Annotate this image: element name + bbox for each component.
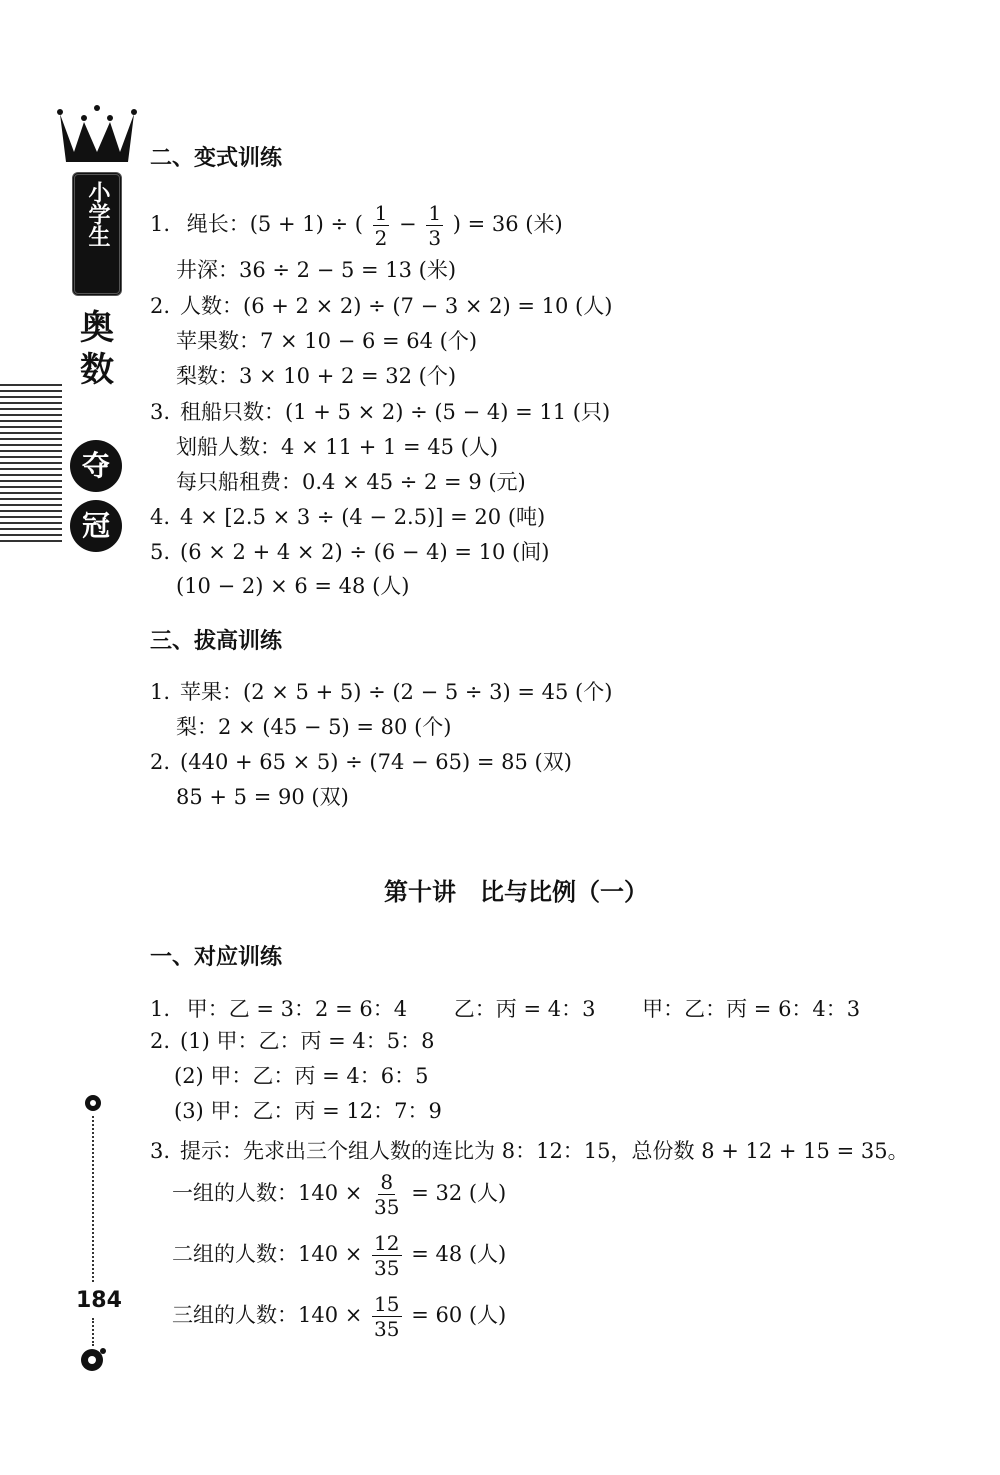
answer-1-3-group-3: 三组的人数：140 × $\frac{15}{35}$ = 60 (人) bbox=[172, 1292, 507, 1341]
fraction-third: $\frac{1}{3}$ bbox=[428, 201, 442, 250]
crown-icon bbox=[56, 104, 138, 170]
dotted-line-bottom bbox=[92, 1318, 94, 1346]
answer-1-2-line-2: (2) 甲：乙：丙 = 4：6：5 bbox=[174, 1064, 429, 1088]
fraction-15-35: $\frac{15}{35}$ bbox=[374, 1292, 400, 1341]
text-segment: ) = 36 (米) bbox=[452, 212, 563, 236]
star-icon bbox=[84, 1094, 102, 1116]
answer-1-3-group-2: 二组的人数：140 × $\frac{12}{35}$ = 48 (人) bbox=[172, 1231, 507, 1280]
decorative-stripes bbox=[0, 384, 62, 546]
answer-1-2-line-3: (3) 甲：乙：丙 = 12：7：9 bbox=[174, 1099, 442, 1123]
answer-1-3-group-1: 一组的人数：140 × $\frac{8}{35}$ = 32 (人) bbox=[172, 1170, 507, 1219]
book-title-circle-2: 冠 bbox=[70, 500, 122, 552]
answer-2-4: 4. 4 × [2.5 × 3 ÷ (4 − 2.5)] = 20 (吨) bbox=[150, 505, 546, 529]
text-segment: 绳长：(5 + 1) ÷ ( bbox=[186, 212, 363, 236]
series-char-1: 小学生 bbox=[85, 181, 110, 247]
answer-1-3-hint: 3. 提示：先求出三个组人数的连比为 8：12：15，总份数 8 + 12 + 15 = 35。 bbox=[150, 1139, 909, 1163]
section-heading-corresponding-training: 一、对应训练 bbox=[150, 945, 283, 970]
answer-2-1-line-1 bbox=[150, 203, 563, 248]
answer-3-1-line-1: 1. 苹果：(2 × 5 + 5) ÷ (2 − 5 ÷ 3) = 45 (个) bbox=[150, 680, 613, 704]
ratio-b: 乙：丙 = 4：3 bbox=[453, 997, 596, 1021]
answer-2-2-line-3: 梨数：3 × 10 + 2 = 32 (个) bbox=[176, 364, 457, 388]
dotted-line-top bbox=[92, 1116, 94, 1282]
book-title-circle-1: 夺 bbox=[70, 440, 122, 492]
page-number: 184 bbox=[76, 1288, 122, 1313]
book-series-label bbox=[72, 172, 122, 296]
answer-2-2-line-1: 2. 人数：(6 + 2 × 2) ÷ (7 − 3 × 2) = 10 (人) bbox=[150, 294, 613, 318]
section-heading-variant-training: 二、变式训练 bbox=[150, 146, 283, 171]
answer-1-2-line-1: 2. (1) 甲：乙：丙 = 4：5：8 bbox=[150, 1029, 435, 1053]
book-title-char-2: 数 bbox=[80, 350, 114, 390]
answer-2-1-line-2: 井深：36 ÷ 2 − 5 = 13 (米) bbox=[176, 258, 457, 282]
snail-icon bbox=[78, 1346, 108, 1376]
answer-2-3-line-1: 3. 租船只数：(1 + 5 × 2) ÷ (5 − 4) = 11 (只) bbox=[150, 400, 611, 424]
answer-3-2-line-1: 2. (440 + 65 × 5) ÷ (74 − 65) = 85 (双) bbox=[150, 750, 572, 774]
minus-sign: − bbox=[399, 212, 417, 236]
answer-2-5-line-2: (10 − 2) × 6 = 48 (人) bbox=[176, 574, 410, 598]
fraction-8-35: $\frac{8}{35}$ bbox=[374, 1170, 400, 1219]
book-title-char-1: 奥 bbox=[80, 308, 114, 348]
answer-1-1: 1. 甲：乙 = 3：2 = 6：4 乙：丙 = 4：3 甲：乙：丙 = 6：4：3 bbox=[150, 997, 861, 1021]
fraction-half: $\frac{1}{2}$ bbox=[374, 201, 388, 250]
item-number: 1. bbox=[150, 212, 171, 236]
answer-2-2-line-2: 苹果数：7 × 10 − 6 = 64 (个) bbox=[176, 329, 478, 353]
ratio-a: 甲：乙 = 3：2 = 6：4 bbox=[186, 997, 408, 1021]
answer-2-5-line-1: 5. (6 × 2 + 4 × 2) ÷ (6 − 4) = 10 (间) bbox=[150, 540, 550, 564]
chapter-title: 第十讲 比与比例（一） bbox=[384, 878, 648, 906]
ratio-c: 甲：乙：丙 = 6：4：3 bbox=[642, 997, 861, 1021]
section-heading-advanced-training: 三、拔高训练 bbox=[150, 629, 283, 654]
fraction-12-35: $\frac{12}{35}$ bbox=[374, 1231, 400, 1280]
answer-3-1-line-2: 梨：2 × (45 − 5) = 80 (个) bbox=[176, 715, 452, 739]
answer-2-3-line-3: 每只船租费：0.4 × 45 ÷ 2 = 9 (元) bbox=[176, 470, 526, 494]
answer-2-3-line-2: 划船人数：4 × 11 + 1 = 45 (人) bbox=[176, 435, 499, 459]
answer-3-2-line-2: 85 + 5 = 90 (双) bbox=[176, 785, 349, 809]
